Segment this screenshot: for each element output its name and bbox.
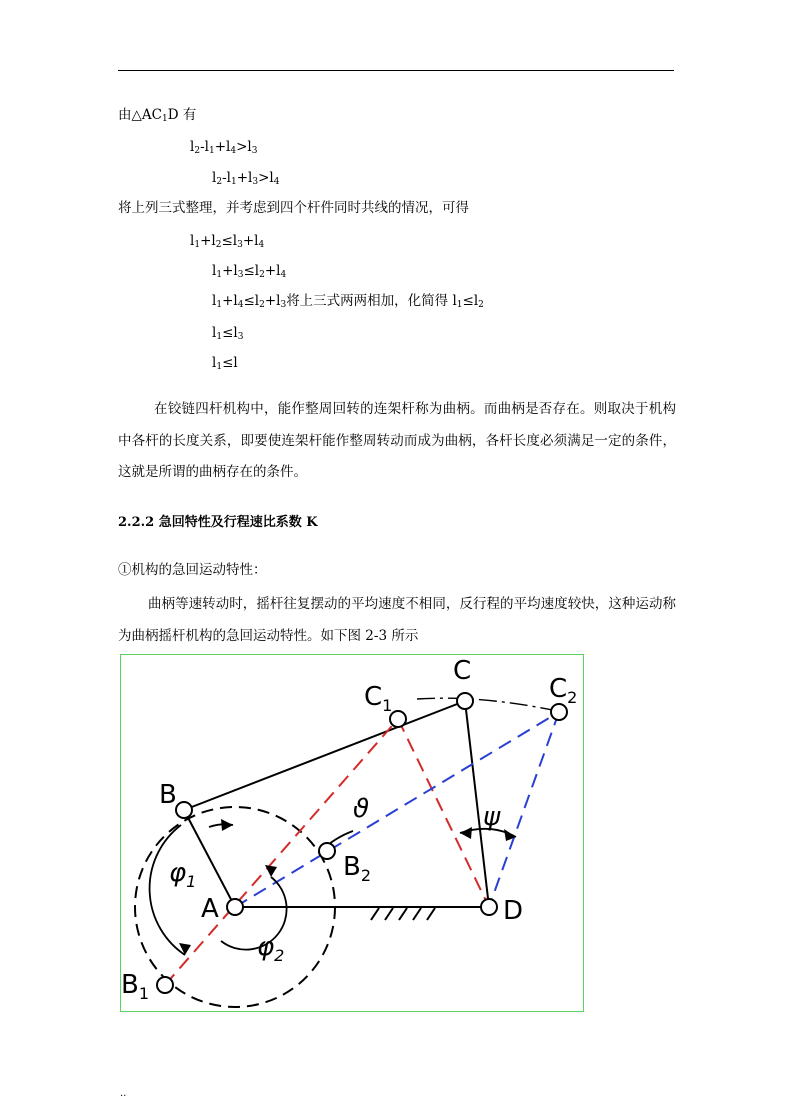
paragraph-crank-condition: 在铰链四杆机构中，能作整周回转的连架杆称为曲柄。而曲柄是否存在。则取决于机构中各杆的长度关系，即要使连架杆能作整周转动而成为曲柄，各杆长度必须满足一定的条件，这就是所谓的曲柄存在的条件。 (118, 401, 676, 480)
label-B1: $B_1$ (121, 970, 150, 1003)
joint-B2 (319, 843, 335, 859)
label-C2: $C_2$ (549, 674, 578, 707)
inequality-3: $l_1+l_4\le l_2+l_3$将上三式两两相加，化简得 $l_1\le l_2$ (212, 293, 484, 310)
footer-mark: .. (120, 1088, 127, 1099)
label-psi: ψ (483, 802, 501, 832)
paragraph-quick-return: 曲柄等速转动时，摇杆往复摆动的平均速度不相同，反行程的平均速度较快，这种运动称为曲柄摇杆机构的急回运动特性。如下图 2-3 所示 (118, 596, 676, 644)
joint-C (457, 693, 473, 709)
joint-C1 (390, 711, 406, 727)
inequality-4: $l_1\le l_3$ (212, 325, 244, 342)
list-item-quick-return: ①机构的急回运动特性： (118, 562, 267, 578)
phi1-arrow (179, 943, 191, 955)
label-B: B (159, 780, 177, 810)
label-phi2: $\varphi_2$ (257, 932, 285, 965)
equation-2: $l_2-l_1+l_3>l_4$ (212, 170, 280, 187)
inequality-1: $l_1+l_2\le l_3+l_4$ (190, 233, 265, 250)
joint-A (227, 899, 243, 915)
joint-B (176, 802, 192, 818)
coupler-BC (184, 701, 465, 810)
phi2-arrow (265, 865, 277, 877)
red-line-C1-D (398, 719, 489, 907)
label-theta: ϑ (353, 794, 370, 824)
inequality-5: $l_1\le l$ (212, 355, 238, 372)
sentence-line: 将上列三式整理，并考虑到四个杆件同时共线的情况，可得 (118, 200, 469, 216)
joint-B1 (157, 977, 173, 993)
equation-1: $l_2-l_1+l_4>l_3$ (190, 139, 258, 156)
section-heading: 2.2.2 急回特性及行程速比系数 K (118, 515, 318, 530)
header-rule (118, 70, 674, 71)
phi1-top-arrow (221, 819, 233, 831)
label-D: D (503, 896, 524, 926)
label-B2: $B_2$ (343, 852, 372, 885)
inequality-2: $l_1+l_3\le l_2+l_4$ (212, 263, 287, 280)
figure-2-3-mechanism (120, 654, 584, 1012)
rocker-arc (417, 698, 557, 711)
ground-hatch (371, 908, 435, 920)
joint-C2 (551, 704, 567, 720)
label-C1: $C_1$ (364, 682, 393, 715)
intro-line: 由$\triangle AC_1D$ 有 (118, 107, 197, 124)
blue-line-A-C2 (235, 712, 559, 907)
joint-D (481, 899, 497, 915)
mechanism-diagram (121, 655, 584, 1012)
label-C: C (453, 656, 472, 686)
label-phi1: $\varphi_1$ (169, 858, 197, 891)
psi-arrow-left (460, 827, 472, 839)
phi1-arc (150, 825, 185, 955)
label-A: A (201, 894, 219, 924)
